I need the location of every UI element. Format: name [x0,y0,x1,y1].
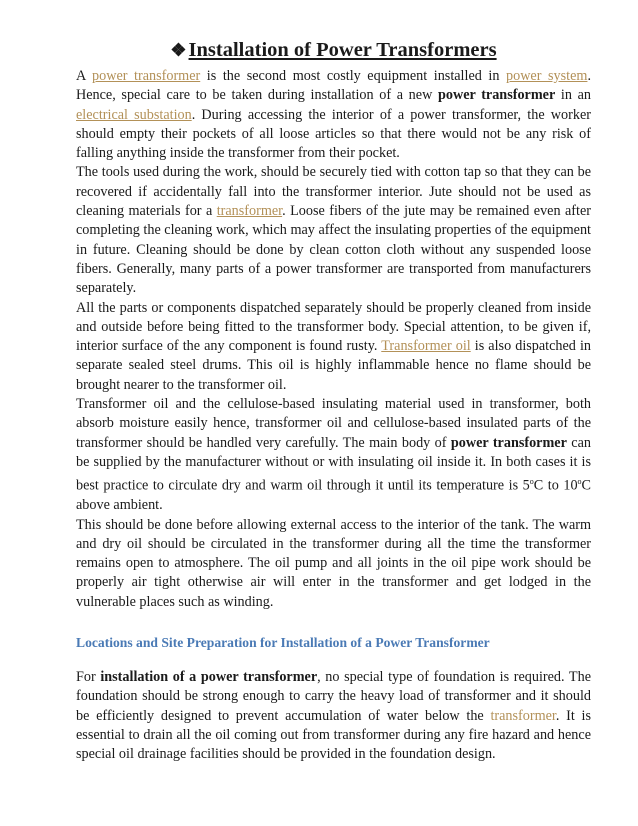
paragraph-foundation: For installation of a power transformer, no special type of foundation is required. The foundation should be strong enough to carry the heavy load of transformer and it should be efficiently designed to prevent accumulation of water below the transformer. It is essential to drain all the oil coming out from transformer during any fire hazard and hence special oil drainage facilities should be provided in the foundation design. [76,669,591,763]
link-transformer-oil[interactable]: Transformer oil [381,338,471,355]
link-power-transformer[interactable]: power transformer [92,68,201,84]
link-power-system[interactable]: power system [506,68,588,84]
document-page [76,36,591,765]
link-electrical-substation[interactable]: electrical substation [76,106,192,123]
paragraph-intro: A power transformer is the second most costly equipment installed in power system. Hence, special care to be taken during installation of a new power transformer in an electrical substation. During accessing the interior of a power transformer, the worker should empty their pockets of all loose articles so that there would not be any risk of falling anything inside the transformer from their pocket. [76,68,591,162]
paragraph-moisture: Transformer oil and the cellulose-based insulating material used in transformer, both absorb moisture easily hence, transformer oil and cellulose-based insulated parts of the transformer should be handled very carefully. The main body of power transformer can be supplied by the manufacturer without or with insulating oil inside it. In both cases it is best practice to circulate dry and warm oil through it until its temperature is 5$^o$C to 10$^o$C above ambient. [76,396,592,514]
page-title-text: Installation of Power Transformers [188,39,497,61]
link-transformer[interactable]: transformer [216,203,283,220]
diamond-bullet-icon: ❖ [170,40,187,60]
section-heading: Locations and Site Preparation for Installation of a Power Transformer [76,635,490,651]
paragraph-tools: The tools used during the work, should be securely tied with cotton tap so that they can be recovered if accidentally fall into the transformer interior. Jute should not be used as cleaning materials for a transformer. Loose fibers of the jute may be remained even after completing the cleaning work, which may affect the insulating properties of the equipment in future. Cleaning should be done by clean cotton cloth without any suspended loose fibers. Generally, many parts of a power transformer are transported from manufacturers separately. [76,164,591,297]
link-transformer-foundation[interactable]: transformer [490,707,556,724]
paragraph-parts: All the parts or components dispatched separately should be properly cleaned from inside and outside before being fitted to the transformer body. Special attention, to be given if, interior surface of the any component is found rusty. Transformer oil is also dispatched in separate sealed steel drums. This oil is highly inflammable hence no flame should be brought nearer to the transformer oil. [76,299,591,393]
paragraph-oil-circulation: This should be done before allowing external access to the interior of the tank. The warm and dry oil should be circulated in the transformer during all the time the transformer remains open to atmosphere. The oil pump and all joints in the oil pipe work should be properly air tight otherwise air will enter in the transformer and get lodged in the vulnerable places such as winding. [76,516,591,610]
page-title [76,36,591,64]
